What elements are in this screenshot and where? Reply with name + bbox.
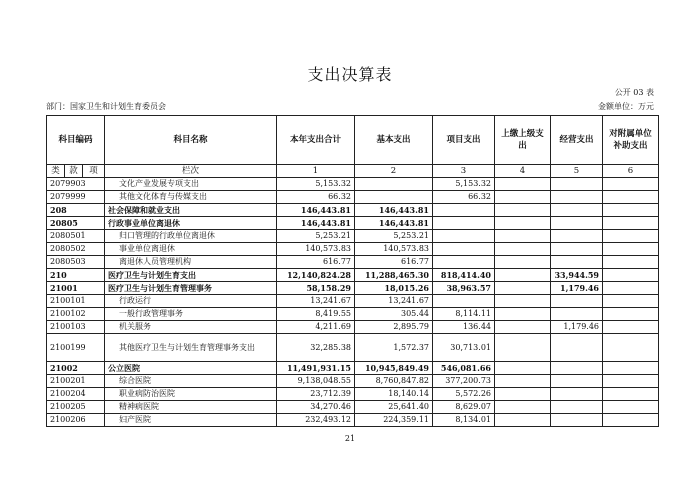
header-code: 科目编码 bbox=[47, 116, 105, 165]
cell-code: 21001 bbox=[47, 282, 105, 295]
cell-total: 66.32 bbox=[277, 191, 355, 204]
cell-project bbox=[433, 217, 495, 230]
table-row bbox=[47, 414, 659, 427]
cell-total: 23,712.39 bbox=[277, 388, 355, 401]
cell-code: 2080502 bbox=[47, 243, 105, 256]
table-row bbox=[47, 217, 659, 230]
cell-code: 2080503 bbox=[47, 256, 105, 269]
cell-total: 13,241.67 bbox=[277, 295, 355, 308]
subheader-col: 3 bbox=[433, 165, 495, 178]
cell-upper bbox=[495, 414, 551, 427]
cell-total: 12,140,824.28 bbox=[277, 269, 355, 282]
cell-project: 5,572.26 bbox=[433, 388, 495, 401]
cell-upper bbox=[495, 282, 551, 295]
cell-upper bbox=[495, 269, 551, 282]
cell-code: 2100204 bbox=[47, 388, 105, 401]
cell-total: 8,419.55 bbox=[277, 308, 355, 321]
cell-name: 精神病医院 bbox=[105, 401, 277, 414]
cell-code: 2079999 bbox=[47, 191, 105, 204]
cell-total: 58,158.29 bbox=[277, 282, 355, 295]
cell-upper bbox=[495, 217, 551, 230]
cell-upper bbox=[495, 321, 551, 334]
cell-total: 140,573.83 bbox=[277, 243, 355, 256]
cell-basic: 224,359.11 bbox=[355, 414, 433, 427]
cell-affiliated bbox=[603, 414, 659, 427]
subheader-col: 2 bbox=[355, 165, 433, 178]
cell-project bbox=[433, 204, 495, 217]
cell-name: 医疗卫生与计划生育管理事务 bbox=[105, 282, 277, 295]
cell-affiliated bbox=[603, 295, 659, 308]
cell-upper bbox=[495, 204, 551, 217]
table-row bbox=[47, 269, 659, 282]
cell-project: 8,629.07 bbox=[433, 401, 495, 414]
cell-project bbox=[433, 230, 495, 243]
cell-upper bbox=[495, 191, 551, 204]
table-row bbox=[47, 256, 659, 269]
cell-name: 其他医疗卫生与计划生育管理事务支出 bbox=[105, 334, 277, 362]
cell-affiliated bbox=[603, 178, 659, 191]
cell-affiliated bbox=[603, 217, 659, 230]
subheader-col: 4 bbox=[495, 165, 551, 178]
cell-affiliated bbox=[603, 269, 659, 282]
cell-code: 208 bbox=[47, 204, 105, 217]
cell-affiliated bbox=[603, 388, 659, 401]
cell-total: 9,138,048.55 bbox=[277, 375, 355, 388]
cell-affiliated bbox=[603, 204, 659, 217]
table-body bbox=[47, 178, 659, 427]
cell-code: 20805 bbox=[47, 217, 105, 230]
cell-name: 文化产业发展专项支出 bbox=[105, 178, 277, 191]
cell-basic: 10,945,849.49 bbox=[355, 362, 433, 375]
cell-total: 146,443.81 bbox=[277, 217, 355, 230]
expenditure-table bbox=[46, 115, 659, 427]
header-affiliated: 对附属单位补助支出 bbox=[603, 116, 659, 165]
cell-upper bbox=[495, 230, 551, 243]
cell-project: 546,081.66 bbox=[433, 362, 495, 375]
table-row bbox=[47, 178, 659, 191]
cell-code: 2100199 bbox=[47, 334, 105, 362]
table-row bbox=[47, 334, 659, 362]
header-project: 项目支出 bbox=[433, 116, 495, 165]
table-row bbox=[47, 321, 659, 334]
cell-name: 社会保障和就业支出 bbox=[105, 204, 277, 217]
cell-code: 21002 bbox=[47, 362, 105, 375]
cell-affiliated bbox=[603, 243, 659, 256]
table-row bbox=[47, 243, 659, 256]
cell-operating bbox=[551, 230, 603, 243]
cell-total: 146,443.81 bbox=[277, 204, 355, 217]
cell-basic: 305.44 bbox=[355, 308, 433, 321]
unit-label: 金额单位：万元 bbox=[598, 102, 654, 111]
cell-name: 机关服务 bbox=[105, 321, 277, 334]
header-name: 科目名称 bbox=[105, 116, 277, 165]
cell-affiliated bbox=[603, 362, 659, 375]
cell-affiliated bbox=[603, 230, 659, 243]
cell-total: 616.77 bbox=[277, 256, 355, 269]
cell-operating bbox=[551, 414, 603, 427]
cell-upper bbox=[495, 334, 551, 362]
cell-basic: 18,015.26 bbox=[355, 282, 433, 295]
cell-name: 职业病防治医院 bbox=[105, 388, 277, 401]
cell-operating: 1,179.46 bbox=[551, 282, 603, 295]
cell-project: 818,414.40 bbox=[433, 269, 495, 282]
cell-name: 妇产医院 bbox=[105, 414, 277, 427]
subheader-col: 1 bbox=[277, 165, 355, 178]
cell-code: 2079903 bbox=[47, 178, 105, 191]
cell-affiliated bbox=[603, 321, 659, 334]
cell-affiliated bbox=[603, 308, 659, 321]
page-title: 支出决算表 bbox=[307, 65, 393, 84]
cell-total: 4,211.69 bbox=[277, 321, 355, 334]
table-row bbox=[47, 375, 659, 388]
cell-operating bbox=[551, 243, 603, 256]
subheader-lei: 类 bbox=[47, 165, 65, 178]
cell-basic: 8,760,847.82 bbox=[355, 375, 433, 388]
cell-total: 11,491,931.15 bbox=[277, 362, 355, 375]
cell-total: 34,270.46 bbox=[277, 401, 355, 414]
cell-operating: 33,944.59 bbox=[551, 269, 603, 282]
cell-operating bbox=[551, 375, 603, 388]
cell-operating: 1,179.46 bbox=[551, 321, 603, 334]
subheader-col: 5 bbox=[551, 165, 603, 178]
cell-upper bbox=[495, 375, 551, 388]
cell-operating bbox=[551, 401, 603, 414]
cell-affiliated bbox=[603, 282, 659, 295]
cell-upper bbox=[495, 256, 551, 269]
cell-affiliated bbox=[603, 401, 659, 414]
table-row bbox=[47, 191, 659, 204]
cell-project bbox=[433, 256, 495, 269]
cell-basic: 11,288,465.30 bbox=[355, 269, 433, 282]
cell-upper bbox=[495, 401, 551, 414]
cell-upper bbox=[495, 243, 551, 256]
cell-project bbox=[433, 295, 495, 308]
cell-code: 210 bbox=[47, 269, 105, 282]
cell-project: 136.44 bbox=[433, 321, 495, 334]
cell-project: 5,153.32 bbox=[433, 178, 495, 191]
cell-basic: 5,253.21 bbox=[355, 230, 433, 243]
cell-upper bbox=[495, 178, 551, 191]
cell-name: 其他文化体育与传媒支出 bbox=[105, 191, 277, 204]
cell-operating bbox=[551, 217, 603, 230]
cell-code: 2100103 bbox=[47, 321, 105, 334]
cell-upper bbox=[495, 308, 551, 321]
table-row bbox=[47, 388, 659, 401]
table-row bbox=[47, 282, 659, 295]
cell-affiliated bbox=[603, 256, 659, 269]
cell-name: 归口管理的行政单位离退休 bbox=[105, 230, 277, 243]
cell-project: 8,134.01 bbox=[433, 414, 495, 427]
cell-code: 2100102 bbox=[47, 308, 105, 321]
subheader-xiang: 项 bbox=[83, 165, 105, 178]
cell-total: 32,285.38 bbox=[277, 334, 355, 362]
table-row bbox=[47, 362, 659, 375]
cell-code: 2100101 bbox=[47, 295, 105, 308]
department-label: 部门：国家卫生和计划生育委员会 bbox=[46, 102, 166, 111]
cell-name: 一般行政管理事务 bbox=[105, 308, 277, 321]
cell-name: 医疗卫生与计划生育支出 bbox=[105, 269, 277, 282]
cell-project: 30,713.01 bbox=[433, 334, 495, 362]
cell-basic: 616.77 bbox=[355, 256, 433, 269]
cell-code: 2100205 bbox=[47, 401, 105, 414]
cell-project: 377,200.73 bbox=[433, 375, 495, 388]
table-row bbox=[47, 401, 659, 414]
cell-upper bbox=[495, 362, 551, 375]
header-total: 本年支出合计 bbox=[277, 116, 355, 165]
cell-operating bbox=[551, 204, 603, 217]
subheader-col: 6 bbox=[603, 165, 659, 178]
cell-total: 232,493.12 bbox=[277, 414, 355, 427]
cell-total: 5,153.32 bbox=[277, 178, 355, 191]
table-row bbox=[47, 308, 659, 321]
cell-basic: 140,573.83 bbox=[355, 243, 433, 256]
cell-basic: 18,140.14 bbox=[355, 388, 433, 401]
table-row bbox=[47, 295, 659, 308]
cell-name: 行政事业单位离退休 bbox=[105, 217, 277, 230]
header-upper: 上缴上级支出 bbox=[495, 116, 551, 165]
cell-affiliated bbox=[603, 375, 659, 388]
cell-operating bbox=[551, 178, 603, 191]
cell-basic: 25,641.40 bbox=[355, 401, 433, 414]
header-operating: 经营支出 bbox=[551, 116, 603, 165]
cell-name: 综合医院 bbox=[105, 375, 277, 388]
cell-operating bbox=[551, 362, 603, 375]
cell-project: 38,963.57 bbox=[433, 282, 495, 295]
cell-name: 事业单位离退休 bbox=[105, 243, 277, 256]
cell-basic bbox=[355, 178, 433, 191]
cell-operating bbox=[551, 256, 603, 269]
subheader-kuan: 款 bbox=[65, 165, 83, 178]
cell-basic: 1,572.37 bbox=[355, 334, 433, 362]
cell-total: 5,253.21 bbox=[277, 230, 355, 243]
cell-basic: 2,895.79 bbox=[355, 321, 433, 334]
page-number: 21 bbox=[344, 434, 356, 443]
cell-upper bbox=[495, 388, 551, 401]
cell-code: 2080501 bbox=[47, 230, 105, 243]
cell-operating bbox=[551, 334, 603, 362]
cell-affiliated bbox=[603, 191, 659, 204]
table-code: 公开 03 表 bbox=[614, 88, 654, 97]
header-basic: 基本支出 bbox=[355, 116, 433, 165]
cell-project bbox=[433, 243, 495, 256]
cell-code: 2100206 bbox=[47, 414, 105, 427]
cell-project: 8,114.11 bbox=[433, 308, 495, 321]
cell-code: 2100201 bbox=[47, 375, 105, 388]
cell-affiliated bbox=[603, 334, 659, 362]
cell-basic: 146,443.81 bbox=[355, 217, 433, 230]
cell-basic bbox=[355, 191, 433, 204]
table-row bbox=[47, 230, 659, 243]
cell-basic: 146,443.81 bbox=[355, 204, 433, 217]
cell-operating bbox=[551, 191, 603, 204]
cell-operating bbox=[551, 388, 603, 401]
cell-operating bbox=[551, 308, 603, 321]
subheader-lanci: 栏次 bbox=[105, 165, 277, 178]
table-row bbox=[47, 204, 659, 217]
cell-project: 66.32 bbox=[433, 191, 495, 204]
cell-basic: 13,241.67 bbox=[355, 295, 433, 308]
cell-upper bbox=[495, 295, 551, 308]
cell-name: 离退休人员管理机构 bbox=[105, 256, 277, 269]
cell-operating bbox=[551, 295, 603, 308]
cell-name: 行政运行 bbox=[105, 295, 277, 308]
cell-name: 公立医院 bbox=[105, 362, 277, 375]
